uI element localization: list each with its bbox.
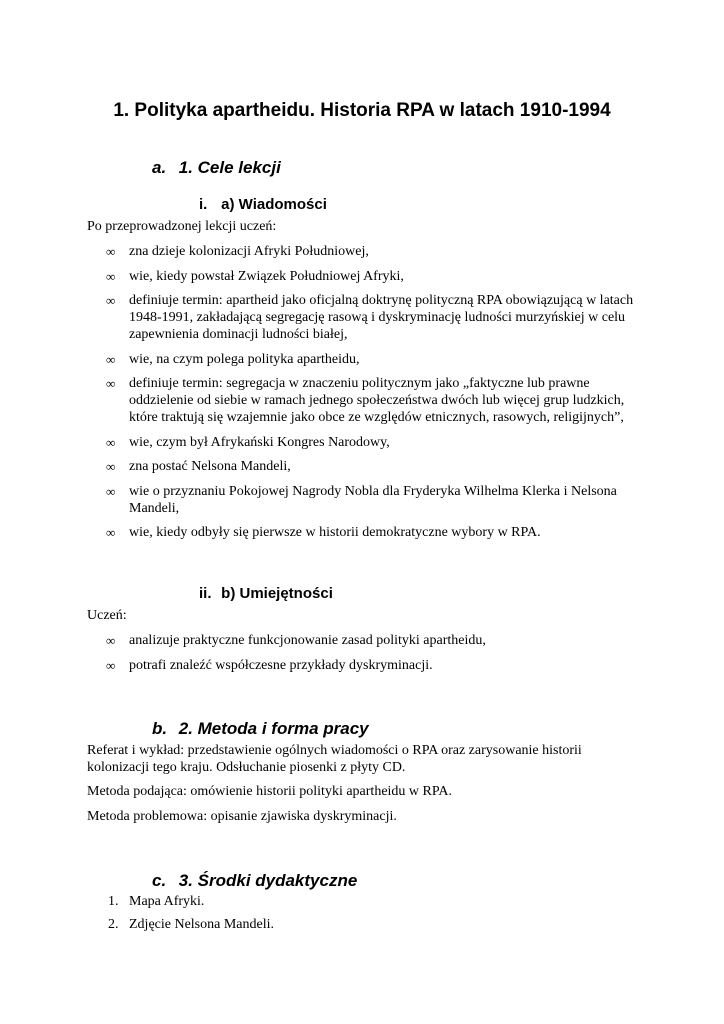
subsection-umiejetnosci-marker: ii. bbox=[199, 585, 212, 602]
list-item-text: potrafi znaleźć współczesne przykłady dyskryminacji. bbox=[129, 657, 433, 673]
wiadomosci-intro: Po przeprowadzonej lekcji uczeń: bbox=[87, 219, 277, 234]
list-item bbox=[0, 351, 634, 368]
subsection-wiadomosci-heading bbox=[199, 195, 327, 215]
numbered-item bbox=[0, 893, 724, 910]
wiadomosci-list bbox=[0, 243, 724, 549]
umiejetnosci-intro: Uczeń: bbox=[87, 608, 127, 623]
section-c-title: 3. Środki dydaktyczne bbox=[178, 871, 358, 890]
document-title: 1. Polityka apartheidu. Historia RPA w latach 1910-1994 bbox=[113, 100, 611, 121]
subsection-wiadomosci-marker: i. bbox=[199, 196, 208, 213]
section-b-marker: b. bbox=[152, 719, 168, 738]
section-c-marker: c. bbox=[152, 871, 167, 890]
infinity-bullet-icon: ∞ bbox=[106, 376, 116, 391]
list-item-text: zna dzieje kolonizacji Afryki Południowej, bbox=[129, 244, 369, 259]
list-item bbox=[0, 524, 634, 541]
section-b-heading bbox=[152, 718, 369, 740]
list-item-text: zna postać Nelsona Mandeli, bbox=[129, 459, 291, 474]
list-item-text: analizuje praktyczne funkcjonowanie zasad polityki apartheidu, bbox=[129, 633, 486, 648]
section-a-title: 1. Cele lekcji bbox=[178, 158, 281, 177]
section-a-marker: a. bbox=[152, 158, 167, 177]
item-number: 2. bbox=[108, 917, 119, 932]
section-b-title: 2. Metoda i forma pracy bbox=[178, 719, 369, 738]
subsection-wiadomosci-title: a) Wiadomości bbox=[221, 196, 327, 213]
list-item bbox=[0, 458, 634, 475]
list-item-text: definiuje termin: segregacja w znaczeniu politycznym jako „faktyczne lub prawne oddzielenie od siebie w ramach jednego społeczeństwa dwóch lub więcej grup ludzkich, które traktują się wzajemnie jako obce ze względów etnicznych, rasowych, religijnych”, bbox=[129, 376, 625, 425]
list-item bbox=[0, 657, 634, 674]
infinity-bullet-icon: ∞ bbox=[106, 525, 116, 540]
list-item-text: definiuje termin: apartheid jako oficjalną doktrynę polityczną RPA obowiązującą w latach 1948-1991, zakładającą segregację rasową i dyskryminację ludności murzyńskiej w celu zapewnienia dominacji ludności białej, bbox=[129, 293, 634, 342]
section-c-heading bbox=[152, 870, 357, 892]
method-paragraph-2: Metoda podająca: omówienie historii polityki apartheidu w RPA. bbox=[87, 784, 452, 799]
list-item bbox=[0, 483, 634, 517]
list-item bbox=[0, 375, 634, 426]
list-item bbox=[0, 434, 634, 451]
infinity-bullet-icon: ∞ bbox=[106, 268, 116, 284]
list-item bbox=[0, 268, 634, 285]
infinity-bullet-icon: ∞ bbox=[106, 483, 116, 499]
infinity-bullet-icon: ∞ bbox=[106, 293, 116, 308]
infinity-bullet-icon: ∞ bbox=[106, 657, 116, 673]
method-paragraph-3: Metoda problemowa: opisanie zjawiska dyskryminacji. bbox=[87, 809, 397, 824]
numbered-item bbox=[0, 916, 724, 933]
infinity-bullet-icon: ∞ bbox=[106, 633, 116, 648]
list-item-text: wie, na czym polega polityka apartheidu, bbox=[129, 351, 360, 367]
section-a-heading bbox=[152, 157, 281, 179]
list-item-text: wie, kiedy powstał Związek Południowej Afryki, bbox=[129, 268, 404, 284]
list-item-text: wie, kiedy odbyły się pierwsze w historii demokratyczne wybory w RPA. bbox=[129, 525, 541, 540]
item-number: 1. bbox=[108, 894, 119, 909]
infinity-bullet-icon: ∞ bbox=[106, 459, 116, 474]
list-item bbox=[0, 632, 634, 649]
item-text: Mapa Afryki. bbox=[129, 894, 205, 909]
infinity-bullet-icon: ∞ bbox=[106, 351, 116, 367]
list-item-text: wie, czym był Afrykański Kongres Narodowy, bbox=[129, 434, 390, 450]
list-item bbox=[0, 243, 634, 260]
infinity-bullet-icon: ∞ bbox=[106, 244, 116, 259]
list-item bbox=[0, 292, 634, 343]
infinity-bullet-icon: ∞ bbox=[106, 434, 116, 450]
umiejetnosci-list bbox=[0, 632, 724, 681]
item-text: Zdjęcie Nelsona Mandeli. bbox=[129, 917, 275, 932]
subsection-umiejetnosci-heading bbox=[199, 584, 333, 604]
method-paragraph-1: Referat i wykład: przedstawienie ogólnych wiadomości o RPA oraz zarysowanie historii kolonizacji tego kraju. Odsłuchanie piosenki z płyty CD. bbox=[87, 743, 582, 775]
list-item-text: wie o przyznaniu Pokojowej Nagrody Nobla dla Fryderyka Wilhelma Klerka i Nelsona Mandeli, bbox=[129, 483, 617, 516]
subsection-umiejetnosci-title: b) Umiejętności bbox=[221, 585, 333, 602]
didactic-means-list bbox=[0, 893, 724, 939]
